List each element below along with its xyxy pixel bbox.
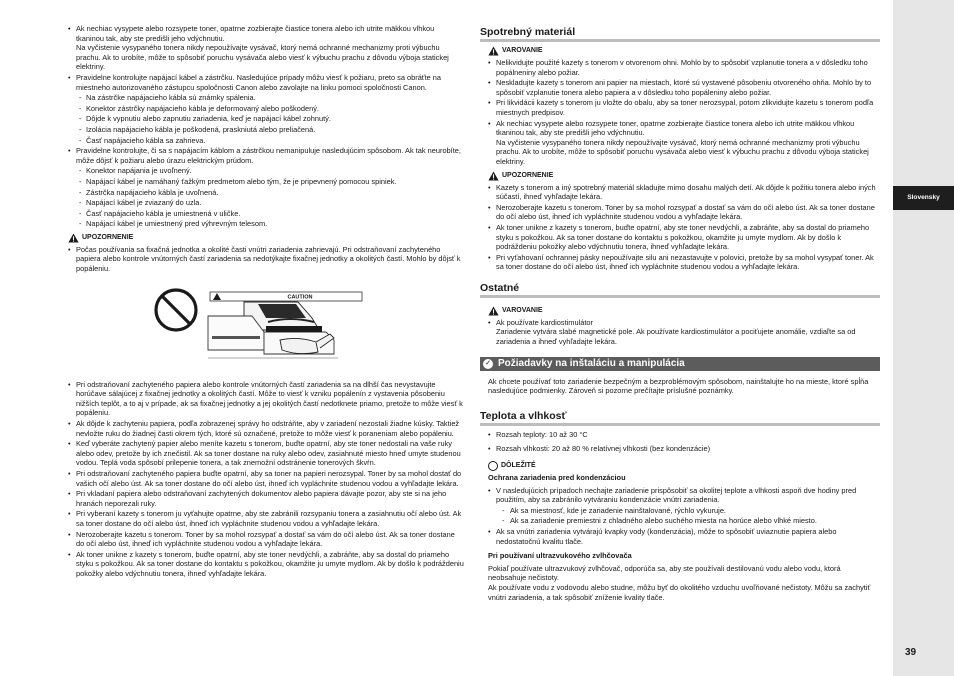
list-item: • Rozsah vlhkosti: 20 až 80 % relatívnej vlhkosti (bez kondenzácie) <box>480 444 880 454</box>
caution-label: UPOZORNENIE <box>82 234 134 242</box>
list-item: - Časť napájacieho kábla je umiestnená v uličke. <box>60 209 464 219</box>
wrench-icon: ✓ <box>483 359 493 369</box>
list-item: - Zástrčka napájacieho kábla je uvoľnená. <box>60 188 464 198</box>
caution-heading <box>488 171 880 181</box>
list-item: - Ak sa zariadenie premiestni z chladného alebo suchého miesta na horúce alebo vlhké miesto. <box>480 516 880 526</box>
list-item: • Pri vkladaní papiera alebo odstraňovaní zachytených dokumentov alebo papiera dávajte pozor, aby ste si na jeho hranách neporezali ruky. <box>60 489 464 508</box>
list-item: • Pri odstraňovaní zachyteného papiera buďte opatrní, aby sa toner na papieri nerozsypal. Toner by sa mohol dostať do vašich očí alebo úst. Ak sa toner dostane do očí alebo úst, ihneď ich vypláchnite studenou vodou a vyhľadajte lekára. <box>60 469 464 488</box>
list-item: • Pri vyberaní kazety s tonerom ju vyťahujte opatrne, aby ste zabránili rozsypaniu tonera a zasiahnutiu očí alebo úst. Ak sa toner dostane do očí alebo úst, ihneď ich vypláchnite studenou vodou a vyhľadajte lekára. <box>60 509 464 528</box>
list-item: • Nerozoberajte kazetu s tonerom. Toner by sa mohol rozsypať a dostať sa vám do očí alebo úst. Ak sa toner dostane do očí alebo úst, ihneď ich vypláchnite studenou vodou a vyhľadajte lekára. <box>60 530 464 549</box>
list-item: - Napájací kábel je zviazaný do uzla. <box>60 198 464 208</box>
caution-triangle-icon <box>488 171 499 181</box>
warning-triangle-icon <box>488 46 499 56</box>
list-item: - Časť napájacieho kábla sa zahrieva. <box>60 136 464 146</box>
warning-triangle-icon <box>488 306 499 316</box>
important-label: DÔLEŽITÉ <box>501 462 536 470</box>
important-heading <box>488 461 880 471</box>
caution-triangle-icon <box>68 233 79 243</box>
warning-heading <box>488 306 880 316</box>
caution-heading <box>68 233 464 243</box>
list-item: • V nasledujúcich prípadoch nechajte zariadenie prispôsobiť sa okolitej teplote a vlhkosti aspoň dve hodiny pred použitím, aby sa zabránilo vytváraniu kondenzácie vnútri zariadenia. <box>480 486 880 505</box>
condensation-title: Ochrana zariadenia pred kondenzáciou <box>488 473 626 483</box>
warning-label: VAROVANIE <box>502 47 543 55</box>
list-item: • Ak toner unikne z kazety s tonerom, buďte opatrní, aby ste toner nevdýchli, a zabráňte, aby sa dostal do priameho styku s pokožkou. Ak sa toner dostane do kontaktu s pokožkou, okamžite ju umyte mydlom. Ak by došlo k podráždeniu pokožky alebo vdýchnutiu tonera, ihneď vyhľadajte lekára. <box>60 550 464 579</box>
list-item: • Pri odstraňovaní zachyteného papiera alebo kontrole vnútorných častí zariadenia sa na dlhší čas nevystavujte horúčave sálajúcej z fixačnej jednotky a okolitých častí. Môže to viesť k vzniku popálenín z vystavenia pôsobeniu nižších teplôt, a to aj v prípade, ak sa fixačnej jednotky a jej okolitých častí nedotknete priamo, pretože to môže viesť k popáleniu. <box>60 380 464 418</box>
language-tab[interactable]: Slovensky <box>893 186 954 210</box>
warning-label: VAROVANIE <box>502 307 543 315</box>
right-column <box>480 26 880 606</box>
list-item: • Keď vyberáte zachytený papier alebo meníte kazetu s tonerom, buďte opatrní, aby ste toner nedostali na vaše ruky alebo odev, pretože by ich znečistil. Ak sa toner dostane na ruky alebo odev, zasiahnuté miesto hneď umyte studenou vodou. Teplá voda spôsobí prilepenie tonera, a tak znemožní odstránenie tonerových škvŕn. <box>60 439 464 468</box>
warning-label-text: CAUTION <box>287 294 313 301</box>
list-item: - Konektor napájania je uvoľnený. <box>60 166 464 176</box>
list-item: • Ak sa vnútri zariadenia vytvárajú kvapky vody (kondenzácia), môže to spôsobiť uviaznutie papiera alebo nedostatočnú kvalitu tlače. <box>480 527 880 546</box>
heading-poziadavky <box>480 357 880 371</box>
installation-intro: Ak chcete používať toto zariadenie bezpečným a bezproblémovým spôsobom, nainštalujte ho na mieste, ktoré spĺňa nasledujúce podmienky. Zároveň si pozorne prečítajte príslušné poznámky. <box>488 376 869 396</box>
bullet-power-cable-check: • Pravidelne kontrolujte napájací kábel a zástrčku. Nasledujúce prípady môžu viesť k požiaru, preto sa obráťte na miestneho autorizovaného zástupcu spoločnosti Canon alebo zavolajte na linku pomoci spoločnosti Canon. <box>60 73 464 92</box>
prohibition-icon <box>156 290 196 330</box>
humidifier-para-2: Ak používate vodu z vodovodu alebo studne, môžu byť do okolitého vzduchu uvoľňované nečistoty. Môžu sa zachytiť vnútri zariadenia, a tak spôsobiť zníženie kvality tlače. <box>488 582 871 602</box>
list-item: • Ak toner unikne z kazety s tonerom, buďte opatrní, aby ste toner nevdýchli, a zabráňte, aby sa dostal do priameho styku s pokožkou. Ak sa toner dostane do kontaktu s pokožkou, okamžite ju umyte mydlom. Ak by došlo k podráždeniu pokožky alebo vdýchnutiu tonera, ihneď vyhľadajte lekára. <box>480 223 880 252</box>
prohibition-illustration <box>148 280 408 366</box>
list-item: • Kazety s tonerom a iný spotrebný materiál skladujte mimo dosahu malých detí. Ak dôjde k požitiu tonera alebo iných súčastí, ihneď vyhľadajte lekára. <box>480 183 880 202</box>
list-item: • Nelikvidujte použité kazety s tonerom v otvorenom ohni. Mohlo by to spôsobiť vzplanutie tonera a v dôsledku toho popálneniny alebo požiar. <box>480 58 880 77</box>
list-item: - Ak sa miestnosť, kde je zariadenie nainštalované, rýchlo vykuruje. <box>480 506 880 516</box>
left-column <box>60 24 464 580</box>
important-icon <box>488 461 498 471</box>
side-tab-strip <box>893 0 954 676</box>
bullet-toner-spill: • Ak nechiac vysypete alebo rozsypete toner, opatrne zozbierajte čiastice tonera alebo ich utrite mäkkou vlhkou tkaninou tak, aby ste predišli jeho vdýchnutiu. Na vyčistenie vysypaného tonera nikdy nepoužívajte vysávač, ktorý nemá ochranné mechanizmy proti výbuchu prachu. Ak to urobíte, môže to spôsobiť poruchu vysávača alebo viesť k výbuchu prachu z dôvodu výboja statickej elektriny. <box>60 24 464 72</box>
list-item: • Rozsah teploty: 10 až 30 °C <box>480 430 880 440</box>
illustration-fixing-unit <box>148 280 408 366</box>
list-item: • Ak dôjde k zachyteniu papiera, podľa zobrazenej správy ho odstráňte, aby v zariadení nezostali žiadne kúsky. Taktiež nevložte ruku do žiadnej časti okrem tých, ktoré sú označené, pretože to môže viesť k poraneniam alebo popáleniu. <box>60 419 464 438</box>
heading-spotrebny-material: Spotrebný materiál <box>480 26 880 42</box>
caution-label: UPOZORNENIE <box>502 171 554 179</box>
warning-heading <box>488 46 880 56</box>
list-item: - Na zástrčke napájacieho kábla sú známky spálenia. <box>60 93 464 103</box>
heading-ostatne: Ostatné <box>480 282 880 298</box>
list-item: • Pri likvidácii kazety s tonerom ju vložte do obalu, aby sa toner nerozsypal, potom zlikvidujte kazetu s tonerom podľa miestnych predpisov. <box>480 98 880 117</box>
list-item: - Konektor zástrčky napájacieho kábla je deformovaný alebo poškodený. <box>60 104 464 114</box>
list-item: - Napájací kábel je umiestnený pred výhrevným telesom. <box>60 219 464 229</box>
bullet-power-cable-handling: • Pravidelne kontrolujte, či sa s napájacím káblom a zástrčkou nemanipuluje nasledujúcim spôsobom. Ak tak neurobíte, môže dôjsť k požiaru alebo úrazu elektrickým prúdom. <box>60 146 464 165</box>
list-item: - Dôjde k vypnutiu alebo zapnutiu zariadenia, keď je napájací kábel zohnutý. <box>60 114 464 124</box>
pacemaker-title: Ak používate kardiostimulátor <box>496 317 593 327</box>
humidifier-title: Pri používaní ultrazvukového zvlhčovača <box>488 551 632 561</box>
heading-poziadavky-text: Požiadavky na inštaláciu a manipulácia <box>498 357 685 369</box>
page-number: 39 <box>905 647 917 658</box>
list-item: • Neskladujte kazety s tonerom ani papier na miestach, ktoré sú vystavené pôsobeniu otvoreného ohňa. Mohlo by to spôsobiť vzplanutie tonera alebo papiera a v dôsledku toho popáleniny alebo požiar. <box>480 78 880 97</box>
bullet-pacemaker <box>480 318 880 347</box>
list-item: - Napájací kábel je namáhaný ťažkým predmetom alebo tým, že je pripevnený pomocou spiniek. <box>60 177 464 187</box>
list-item: • Pri vyťahovaní ochrannej pásky nepoužívajte silu ani nezastavujte v polovici, pretože by sa mohol vysypať toner. Ak sa toner dostane do očí alebo úst, ihneď ich vypláchnite studenou vodou a vyhľadajte lekára. <box>480 253 880 272</box>
heading-teplota: Teplota a vlhkosť <box>480 410 880 426</box>
humidifier-para-1: Pokiaľ používate ultrazvukový zvlhčovač, odporúča sa, aby ste používali destilovanú vodu alebo vodu, ktorá neobsahuje nečistoty. <box>488 563 841 583</box>
pacemaker-body: Zariadenie vytvára slabé magnetické pole. Ak používate kardiostimulátor a pociťujete anomálie, vzdiaľte sa od zariadenia a ihneď vyhľadajte lekára. <box>496 327 856 347</box>
list-item: - Izolácia napájacieho kábla je poškodená, praskniutá alebo preliačená. <box>60 125 464 135</box>
list-item: • Nerozoberajte kazetu s tonerom. Toner by sa mohol rozsypať a dostať sa vám do očí alebo úst. Ak sa toner dostane do očí alebo úst, ihneď ich vypláchnite studenou vodou a vyhľadajte lekára. <box>480 203 880 222</box>
list-item: • Ak nechiac vysypete alebo rozsypete toner, opatrne zozbierajte čiastice tonera alebo ich utrite mäkkou vlhkou tkaninou tak, aby ste predišli jeho vdýchnutiu. Na vyčistenie vysypaného tonera nikdy nepoužívajte vysávač, ktorý nemá ochranné mechanizmy proti výbuchu prachu. Ak to urobíte, môže to spôsobiť poruchu vysávača alebo viesť k výbuchu prachu z dôvodu výboja statickej elektriny. <box>480 119 880 167</box>
bullet-fixing-unit-hot: • Počas používania sa fixačná jednotka a okolité časti vnútri zariadenia zahrievajú. Pri odstraňovaní zachyteného papiera alebo kontrole vnútorných častí zariadenia sa nedotýkajte fixačnej jednotky a okolitých častí. Mohlo by dôjsť k popáleniu. <box>60 245 464 274</box>
